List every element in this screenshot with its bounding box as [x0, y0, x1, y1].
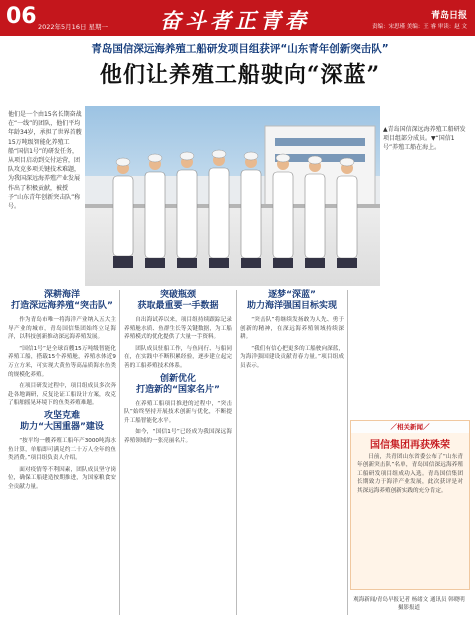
article-column-3: [240, 288, 344, 618]
section-title: 深耕海洋 打造深远海养殖“突击队”: [11, 290, 113, 311]
section-title: 攻坚克难 助力“大国重器”建设: [20, 410, 104, 432]
article-paragraph: 在养殖工船项目推进的过程中，“突击队”始终坚持开展技术创新与优化，不断提升工船智能化水平。: [124, 400, 232, 424]
section-title: 突破瓶颈 获取最重要一手数据: [137, 290, 219, 311]
article-paragraph: 面对疫情等不利因素，团队成员坚守岗位，确保工船建造按期推进，为国家粮食安全贡献力量。: [8, 466, 116, 490]
related-news-tag: ／相关新闻／: [351, 421, 469, 433]
reporter-credits: 观海新闻/青岛早报记者 杨绪文 通讯员 韩晓明 摄影报道: [353, 597, 465, 611]
article-paragraph: “突击队”将继续发扬敢为人先、勇于创新的精神，在深远海养殖领域持续深耕。: [240, 317, 344, 341]
date-line: 2022年5月16日 星期一: [38, 23, 109, 31]
related-news-box: [350, 420, 470, 590]
team-photo: [85, 106, 380, 286]
section-title: 创新优化 打造新的“国家名片”: [136, 373, 220, 395]
page-header: [0, 0, 475, 36]
column-divider: [236, 290, 237, 615]
headline-title: 他们让养殖工船驶向“深蓝”: [99, 62, 381, 88]
article-paragraph: 作为青岛市唯一将海洋产业纳入五大主导产业的城市，青岛国信集团始终立足海洋，以科技创新推动深远海养殖发展。: [8, 317, 116, 341]
article-paragraph: “国信1号”是全球首艘15万吨级智能化养殖工船，搭载15个养殖舱，养殖水体近9万立方米，可实现大黄鱼等高品质海水鱼类的规模化养殖。: [8, 345, 116, 378]
photo-caption: ▲青岛国信深远海养殖工船研发项目组部分成员。▼“国信1号”养殖工船在海上。: [383, 126, 466, 151]
article-paragraph: 如今，“国信1号”已经成为我国深远海养殖领域的一张亮丽名片。: [124, 429, 232, 444]
article-paragraph: 自出海试养以来，项目组持续跟踪记录养殖舱水质、鱼群生长等关键数据，为工船养殖模式的优化提供了大量一手资料。: [124, 317, 232, 341]
article-paragraph: 团队成员驻船工作，与鱼同行、与船同在，在实践中不断积累经验，逐步建立起完善的工船养殖技术体系。: [124, 345, 232, 369]
column-divider: [119, 290, 120, 615]
article-paragraph: 在项目研发过程中，项目组成员多次奔赴各地调研，反复论证工船设计方案，攻克了船舶摇晃环境下的鱼类养殖难题。: [8, 383, 116, 407]
article-paragraph: “我们有信心把更多的工船驶向深蓝，为海洋强国建设贡献青春力量。”项目组成员表示。: [240, 345, 344, 369]
section-motto: 奋斗者正青春: [160, 8, 310, 33]
lead-paragraph: 他们是一个由15名长期奋战在“一线”的团队，他们平均年龄34岁，承担了世界首艘15万吨级智能化养殖工船“国信1号”的研发任务，从项目启动到交付运营，团队攻克多项关键技术难题，为我国深远海养殖产业发展作出了积极贡献，被授予“山东青年创新突击队”称号。: [8, 111, 82, 211]
editor-credits: 责编：宋思瑾 美编：王 睿 审读：赵 文: [372, 24, 467, 30]
newspaper-brand: 青岛日报: [430, 11, 467, 21]
section-title: 逐梦“深蓝” 助力海洋强国目标实现: [246, 290, 337, 311]
related-news-title: 国信集团再获殊荣: [370, 440, 450, 451]
page-number: 06: [6, 4, 37, 29]
headline-subhead: 青岛国信深远海养殖工船研发项目组获评“山东青年创新突击队”: [91, 43, 389, 55]
article-paragraph: “按平均一艘养殖工船年产3000吨海水鱼计算，单船即可满足约二十万人全年的鱼类消费。”项目组负责人介绍。: [8, 437, 116, 462]
article-column-1: [8, 288, 116, 618]
article-column-2: [124, 288, 232, 618]
column-divider: [347, 290, 348, 615]
related-news-body: 日前，共青团山东省委公布了“山东青年创新突击队”名单，青岛国信深远海养殖工船研发项目组成功入选。青岛国信集团长期致力于海洋产业发展，此次获评是对其深远海养殖创新实践的充分肯定。: [357, 454, 463, 494]
